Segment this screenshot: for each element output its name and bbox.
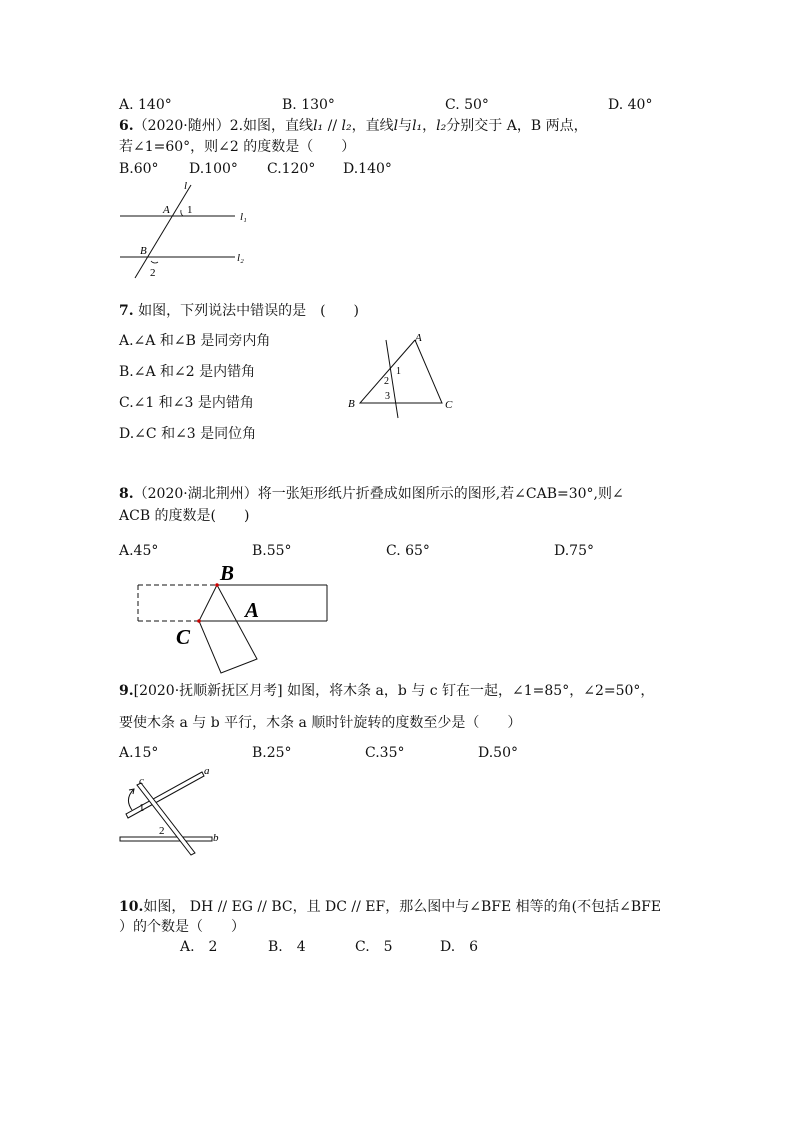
q7-stem-text: 如图，下列说法中错误的是 ( ): [138, 303, 360, 319]
q6-line-l: [135, 185, 191, 278]
q6-text-d: ，: [422, 118, 437, 134]
q6-label-B: B: [140, 245, 147, 257]
q9-label-1: 1: [139, 802, 145, 814]
q6-label-l2: l₂: [237, 252, 244, 264]
q5-option-b: B. 130°: [282, 97, 335, 113]
q8-point-C: [197, 619, 201, 623]
q9-option-c: C.35°: [365, 745, 405, 761]
q6-label-l: l: [184, 180, 188, 192]
q7-option-b: B.∠A 和∠2 是内错角: [119, 364, 256, 380]
q7-label-A: A: [415, 332, 422, 344]
q6-figure: [115, 180, 265, 280]
q6-angle2-arc: [151, 261, 158, 263]
q6-label-l1: l₁: [240, 211, 247, 223]
q6-l1: l₁: [313, 118, 324, 134]
q6-label-1: 1: [187, 204, 193, 216]
q8-option-d: D.75°: [554, 543, 594, 559]
q9-label-c: c: [139, 775, 144, 787]
q6-label-A: A: [163, 204, 170, 216]
q6-option-d: D.140°: [343, 161, 392, 177]
q6-text-a: （2020·随州）2.如图，直线: [133, 118, 314, 134]
q8-option-b: B.55°: [252, 543, 292, 559]
q6-text-e: 分别交于 A，B 两点，: [446, 118, 588, 134]
q9-number: 9.: [119, 683, 134, 699]
q6-text-c: 与: [398, 118, 413, 134]
q10-option-d: D. 6: [440, 939, 479, 955]
q9-bar-a: [126, 772, 204, 818]
q8-figure: [135, 563, 335, 673]
q8-label-A: A: [245, 598, 260, 622]
q6-stem-line2: 若∠1=60°，则∠2 的度数是（ ）: [119, 139, 356, 155]
q10-stem-line2: ）的个数是（ ）: [119, 919, 245, 935]
q7-triangle: [360, 340, 442, 403]
q6-l: l: [393, 118, 399, 134]
q7-figure: [345, 330, 465, 425]
q8-label-C: C: [176, 625, 191, 649]
q6-text-b: ，直线: [351, 118, 394, 134]
q6-number: 6.: [119, 118, 134, 134]
q5-option-c: C. 50°: [445, 97, 489, 113]
q5-option-d: D. 40°: [608, 97, 653, 113]
q6-angle1-arc: [181, 210, 183, 216]
q10-stem-line1: [119, 899, 661, 915]
q9-text1: [2020·抚顺新抚区月考] 如图，将木条 a，b 与 c 钉在一起，∠1=85°，∠2=50°，: [133, 683, 655, 699]
q6-l1-b: l₁: [412, 118, 423, 134]
q8-text1: （2020·湖北荆州）将一张矩形纸片折叠成如图所示的图形,若∠CAB=30°,则∠: [133, 486, 624, 502]
q8-option-a: A.45°: [119, 543, 159, 559]
q7-stem: [119, 303, 359, 319]
q9-figure: [118, 767, 228, 857]
q9-option-a: A.15°: [119, 745, 159, 761]
q7-label-3: 3: [385, 391, 390, 402]
q8-stem-line2: ACB 的度数是( ): [119, 508, 250, 524]
q10-number: 10.: [119, 899, 144, 915]
q9-bar-b: [120, 837, 212, 841]
q10-text1: 如图， DH // EG // BC，且 DC // EF，那么图中与∠BFE 相等的角(不包括∠BFE: [143, 899, 662, 915]
q10-option-b: B. 4: [268, 939, 306, 955]
q6-l2-b: l₂: [436, 118, 447, 134]
q6-option-a: B.60°: [119, 161, 159, 177]
q6-stem-line1: [119, 118, 588, 134]
q9-stem-line1: [119, 683, 654, 699]
q7-number: 7.: [119, 303, 134, 319]
q9-label-a: a: [204, 765, 210, 777]
q7-option-c: C.∠1 和∠3 是内错角: [119, 395, 254, 411]
q7-label-C: C: [445, 399, 453, 411]
q6-option-c: C.120°: [267, 161, 316, 177]
q9-label-2: 2: [159, 825, 165, 837]
q9-stem-line2: 要使木条 a 与 b 平行，木条 a 顺时针旋转的度数至少是（ ）: [119, 715, 522, 731]
q7-label-1: 1: [396, 366, 401, 377]
q10-option-c: C. 5: [355, 939, 393, 955]
q10-option-a: A. 2: [180, 939, 218, 955]
q6-l2: l₂: [341, 118, 352, 134]
q8-stem-line1: [119, 486, 624, 502]
q8-option-c: C. 65°: [386, 543, 430, 559]
q7-label-2: 2: [384, 376, 389, 387]
q6-parallel: //: [323, 118, 342, 134]
q9-option-b: B.25°: [252, 745, 292, 761]
q8-number: 8.: [119, 486, 134, 502]
q9-option-d: D.50°: [478, 745, 518, 761]
q6-option-b: D.100°: [189, 161, 238, 177]
q7-label-B: B: [348, 398, 355, 410]
q7-option-a: A.∠A 和∠B 是同旁内角: [119, 333, 271, 349]
q7-option-d: D.∠C 和∠3 是同位角: [119, 426, 257, 442]
q6-label-2: 2: [150, 267, 156, 279]
q9-label-b: b: [213, 832, 219, 844]
q8-label-B: B: [220, 561, 235, 585]
q8-point-B: [215, 583, 219, 587]
q5-option-a: A. 140°: [119, 97, 172, 113]
